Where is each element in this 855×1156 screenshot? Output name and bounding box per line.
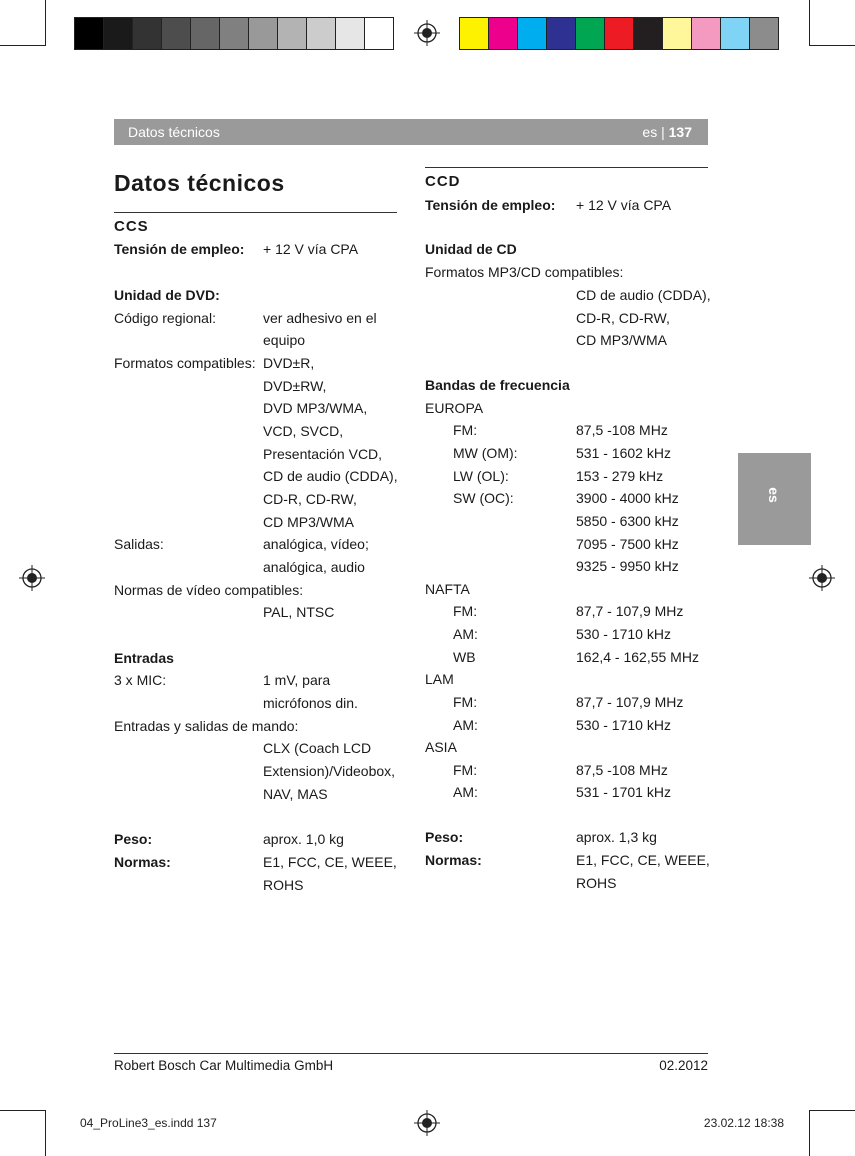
ccd-bands-heading: Bandas de frecuencia (425, 377, 570, 393)
ccs-norms-value: E1, FCC, CE, WEEE, (263, 854, 397, 870)
ccs-norms-label: Normas: (114, 854, 171, 870)
ccs-tension-value: + 12 V vía CPA (263, 241, 359, 257)
region-name: ASIA (425, 739, 457, 755)
band-value: 530 - 1710 kHz (576, 717, 671, 733)
ccs-format-item: CD-R, CD-RW, (263, 491, 357, 507)
language-tab-label: es (766, 487, 782, 503)
ccs-outputs-value: analógica, audio (263, 559, 365, 575)
ccs-control-value: CLX (Coach LCD (263, 740, 372, 756)
ccd-tension-label: Tensión de empleo: (425, 197, 556, 213)
color-swatch (336, 18, 365, 49)
region-name: NAFTA (425, 581, 470, 597)
region-name: EUROPA (425, 400, 484, 416)
ccs-control-label: Entradas y salidas de mando: (114, 718, 299, 734)
band-label: AM: (453, 626, 478, 642)
crop-mark (45, 1110, 46, 1156)
ccs-tension-label: Tensión de empleo: (114, 241, 245, 257)
ccs-format-item: VCD, SVCD, (263, 423, 344, 439)
language-tab (738, 453, 811, 545)
band-label: SW (OC): (453, 490, 514, 506)
ccd-formats-label: Formatos MP3/CD compatibles: (425, 264, 624, 280)
color-swatch (518, 18, 547, 49)
band-value: 7095 - 7500 kHz (576, 536, 679, 552)
band-label: FM: (453, 694, 478, 710)
footer-date: 02.2012 (659, 1058, 708, 1073)
running-header (114, 119, 708, 145)
ccd-format-item: CD MP3/WMA (576, 332, 667, 348)
ccs-mic-label: 3 x MIC: (114, 672, 167, 688)
ccs-mic-value: micrófonos din. (263, 695, 358, 711)
band-label: FM: (453, 422, 478, 438)
ccs-format-item: CD MP3/WMA (263, 514, 354, 530)
ccs-dvd-heading: Unidad de DVD: (114, 287, 220, 303)
ccs-format-item: Presentación VCD, (263, 446, 383, 462)
band-label: MW (OM): (453, 445, 518, 461)
color-swatch (750, 18, 778, 49)
registration-mark-icon (414, 20, 440, 46)
band-label: WB (453, 649, 476, 665)
band-value: 87,7 - 107,9 MHz (576, 603, 684, 619)
band-value: 530 - 1710 kHz (576, 626, 671, 642)
ccs-formats-label: Formatos compatibles: (114, 355, 256, 371)
ccs-outputs-label: Salidas: (114, 536, 164, 552)
header-section-title: Datos técnicos (128, 124, 220, 140)
ccs-region-label: Código regional: (114, 310, 216, 326)
section-rule (425, 167, 708, 168)
crop-mark (45, 0, 46, 46)
color-swatch (307, 18, 336, 49)
band-value: 531 - 1701 kHz (576, 784, 671, 800)
color-swatch (634, 18, 663, 49)
color-swatch (460, 18, 489, 49)
ccs-weight-label: Peso: (114, 831, 153, 847)
ccs-region-value: equipo (263, 332, 306, 348)
ccs-format-item: DVD MP3/WMA, (263, 400, 368, 416)
ccd-weight-value: aprox. 1,3 kg (576, 829, 657, 845)
color-swatch (191, 18, 220, 49)
registration-mark-icon (809, 565, 835, 591)
footer-company: Robert Bosch Car Multimedia GmbH (114, 1058, 334, 1073)
ccs-video-label: Normas de vídeo compatibles: (114, 582, 304, 598)
band-value: 87,5 -108 MHz (576, 422, 668, 438)
ccd-weight-label: Peso: (425, 829, 464, 845)
header-lang: es (642, 124, 658, 140)
ccs-control-value: Extension)/Videobox, (263, 763, 396, 779)
color-swatch (104, 18, 133, 49)
crop-mark (809, 1110, 855, 1111)
band-label: AM: (453, 784, 478, 800)
gray-swatch-bar (74, 17, 394, 50)
ccs-format-item: CD de audio (CDDA), (263, 468, 398, 484)
band-value: 3900 - 4000 kHz (576, 490, 679, 506)
ccd-norms-value: ROHS (576, 875, 617, 891)
ccd-tension-value: + 12 V vía CPA (576, 197, 672, 213)
ccs-weight-value: aprox. 1,0 kg (263, 831, 344, 847)
ccs-norms-value: ROHS (263, 877, 304, 893)
color-swatch (605, 18, 634, 49)
color-swatch (721, 18, 750, 49)
color-swatch (162, 18, 191, 49)
ccs-inputs-heading: Entradas (114, 650, 174, 666)
color-swatch (133, 18, 162, 49)
color-swatch (692, 18, 721, 49)
ccs-mic-value: 1 mV, para (263, 672, 331, 688)
section-rule (114, 212, 397, 213)
registration-mark-icon (414, 1110, 440, 1136)
color-swatch (365, 18, 393, 49)
color-swatch (663, 18, 692, 49)
slug-timestamp: 23.02.12 18:38 (703, 1116, 784, 1130)
color-swatch (278, 18, 307, 49)
ccd-heading: CCD (425, 173, 461, 190)
ccs-heading: CCS (114, 218, 149, 235)
ccd-norms-label: Normas: (425, 852, 482, 868)
ccs-control-value: NAV, MAS (263, 786, 328, 802)
band-value: 87,7 - 107,9 MHz (576, 694, 684, 710)
color-swatch (220, 18, 249, 49)
region-name: LAM (425, 671, 454, 687)
band-value: 531 - 1602 kHz (576, 445, 671, 461)
band-label: FM: (453, 603, 478, 619)
ccd-norms-value: E1, FCC, CE, WEEE, (576, 852, 710, 868)
slug-filename: 04_ProLine3_es.indd 137 (80, 1116, 217, 1130)
page-title: Datos técnicos (114, 170, 285, 196)
band-value: 87,5 -108 MHz (576, 762, 668, 778)
band-label: AM: (453, 717, 478, 733)
crop-mark (0, 1110, 46, 1111)
header-page: 137 (668, 124, 692, 140)
band-value: 153 - 279 kHz (576, 468, 664, 484)
band-label: FM: (453, 762, 478, 778)
ccs-format-item: DVD±RW, (263, 378, 327, 394)
ccs-video-value: PAL, NTSC (263, 604, 335, 620)
color-swatch (576, 18, 605, 49)
ccd-cd-heading: Unidad de CD (425, 241, 517, 257)
band-value: 9325 - 9950 kHz (576, 558, 679, 574)
crop-mark (809, 1110, 810, 1156)
color-swatch-bar (459, 17, 779, 50)
color-swatch (547, 18, 576, 49)
ccs-region-value: ver adhesivo en el (263, 310, 377, 326)
band-value: 5850 - 6300 kHz (576, 513, 679, 529)
header-page-number: es | 137 (642, 124, 692, 140)
ccs-outputs-value: analógica, vídeo; (263, 536, 369, 552)
registration-mark-icon (19, 565, 45, 591)
footer-rule (114, 1053, 708, 1054)
crop-mark (809, 45, 855, 46)
band-label: LW (OL): (453, 468, 509, 484)
band-value: 162,4 - 162,55 MHz (576, 649, 699, 665)
color-swatch (75, 18, 104, 49)
crop-mark (809, 0, 810, 46)
ccd-format-item: CD-R, CD-RW, (576, 310, 670, 326)
ccd-format-item: CD de audio (CDDA), (576, 287, 711, 303)
crop-mark (0, 45, 46, 46)
ccs-format-item: DVD±R, (263, 355, 315, 371)
color-swatch (489, 18, 518, 49)
color-swatch (249, 18, 278, 49)
